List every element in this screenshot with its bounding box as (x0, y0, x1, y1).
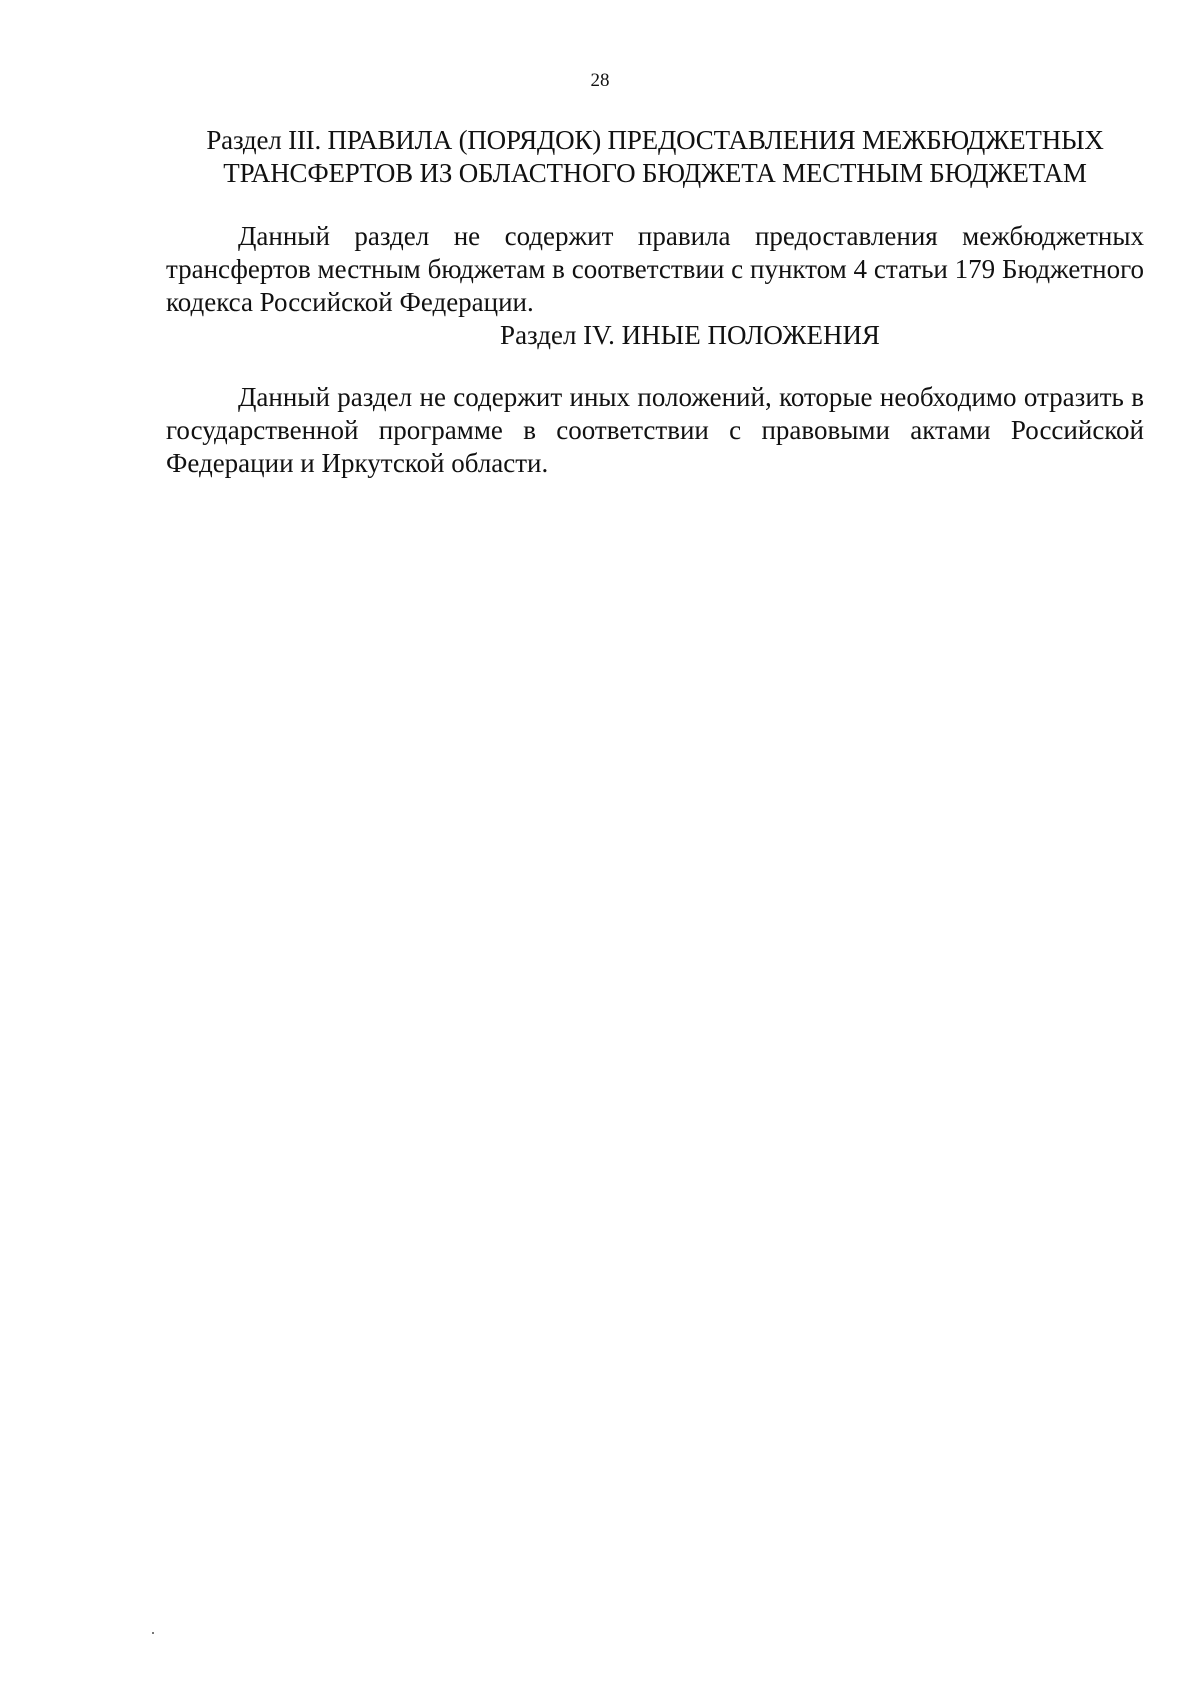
section-3-paragraph: Данный раздел не содержит правила предоставления межбюджетных трансфертов местным бюджетам в соответствии с пунктом 4 статьи 179 Бюджетного кодекса Российской Федерации. (166, 221, 1144, 317)
section-4-title: Раздел IV. ИНЫЕ ПОЛОЖЕНИЯ (500, 320, 880, 350)
section-4-paragraph: Данный раздел не содержит иных положений, которые необходимо отразить в государственной программе в соответствии с правовыми актами Российской Федерации и Иркутской области. (166, 382, 1144, 478)
document-body (166, 124, 1144, 480)
section-3-title-line-2: ТРАНСФЕРТОВ ИЗ ОБЛАСТНОГО БЮДЖЕТА МЕСТНЫМ БЮДЖЕТАМ (223, 158, 1087, 188)
section-3-title-line-1: Раздел III. ПРАВИЛА (ПОРЯДОК) ПРЕДОСТАВЛЕНИЯ МЕЖБЮДЖЕТНЫХ (206, 125, 1104, 155)
scan-speck (152, 1632, 154, 1634)
page-number: 28 (590, 70, 610, 91)
section-3-title (166, 124, 1144, 190)
